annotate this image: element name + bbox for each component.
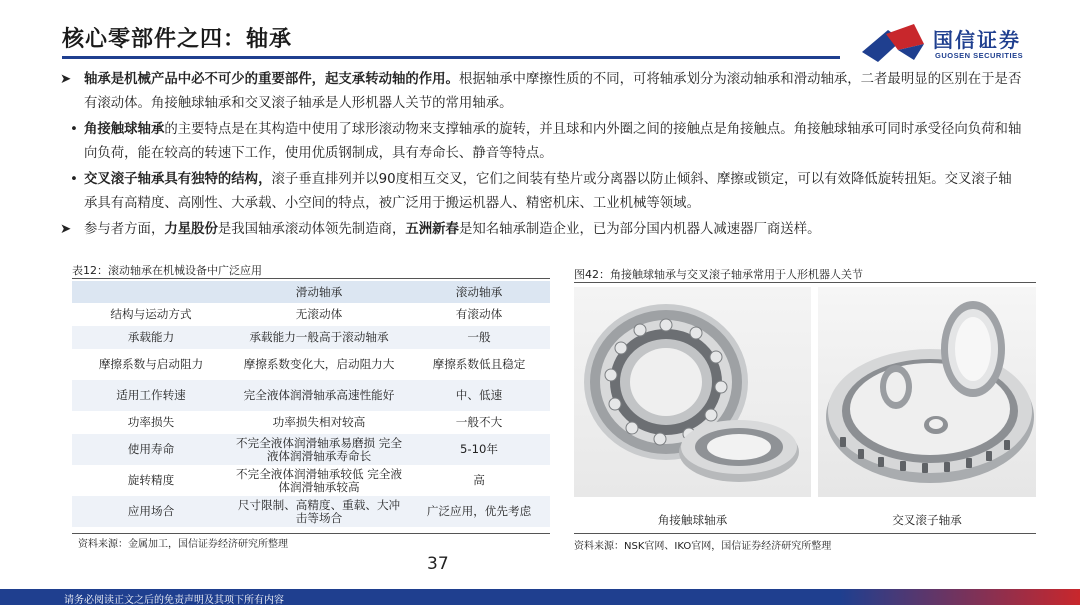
table-cell: 摩擦系数低且稳定 — [432, 357, 526, 371]
company-lixing: 力星股份 — [164, 222, 218, 237]
participants-text-a: 参与者方面， — [84, 222, 165, 237]
angular-bold: 角接触球轴承 — [84, 122, 165, 137]
table-row — [72, 380, 550, 411]
crossed-roller-bearing-illustration — [818, 287, 1036, 497]
table-cell: 摩擦系数与启动阻力 — [98, 357, 204, 371]
table-cell: 不完全液体润滑轴承易磨损 完全液体润滑轴承寿命长 — [236, 435, 402, 463]
table-row — [72, 326, 550, 349]
table-row — [72, 434, 550, 465]
table-row — [72, 465, 550, 496]
table-cell: 无滚动体 — [295, 307, 343, 321]
logo-text: 国信证券 — [933, 28, 1021, 52]
table-cell: 完全液体润滑轴承高速性能好 — [243, 388, 395, 402]
angular-contact-bearing-photo — [574, 287, 811, 497]
table-cell: 有滚动体 — [455, 307, 503, 321]
table-header-cell: 滚动轴承 — [408, 281, 550, 303]
table-cell: 尺寸限制、高精度、重载、大冲击等场合 — [237, 497, 401, 525]
logo-subtitle: GUOSEN SECURITIES — [935, 51, 1024, 60]
table-cell: 摩擦系数变化大，启动阻力大 — [243, 357, 395, 371]
bearing-comparison-table — [72, 281, 550, 527]
crossed-text: 滚子垂直排列并以90度相互交叉，它们之间装有垫片或分离器以防止倾斜、摩擦或锁定，可以有效降低旋转扭矩。交叉滚子轴承具有高精度、高刚性、大承载、小空间的特点，被广泛用于搬运机器人、精密机床、工业机械等领域。 — [84, 172, 1012, 211]
angular-contact-bearing-illustration — [574, 287, 811, 497]
table-caption: 表12：滚动轴承在机械设备中广泛应用 — [72, 264, 262, 277]
figure-caption: 图42：角接触球轴承与交叉滚子轴承常用于人形机器人关节 — [574, 268, 863, 281]
table-cell: 承载能力一般高于滚动轴承 — [249, 330, 389, 344]
table-header-cell — [72, 281, 230, 303]
dot-bullet-icon: • — [70, 122, 78, 137]
intro-bold: 轴承是机械产品中必不可少的重要部件，起支承转动轴的作用。 — [84, 72, 459, 87]
company-wuzhou: 五洲新春 — [405, 222, 459, 237]
figure-top-rule — [574, 282, 1036, 283]
table-header-row — [72, 281, 550, 303]
participants-text-b: 是我国轴承滚动体领先制造商， — [217, 222, 406, 237]
table-cell: 功率损失相对较高 — [272, 415, 366, 429]
label-crossed-roller: 交叉滚子轴承 — [892, 513, 962, 527]
figure-bottom-rule — [574, 533, 1036, 534]
table-cell: 高 — [473, 473, 485, 487]
table-cell: 一般不大 — [455, 415, 503, 429]
arrow-bullet-icon: ➤ — [60, 222, 72, 237]
paragraph-participants — [62, 218, 1022, 242]
footer-accent — [840, 589, 1080, 605]
table-cell: 不完全液体润滑轴承较低 完全液体润滑轴承较高 — [236, 466, 402, 494]
table-cell: 一般 — [467, 330, 491, 344]
table-top-rule — [72, 278, 550, 279]
table-row — [72, 496, 550, 527]
table-cell: 5-10年 — [460, 442, 498, 456]
crossed-roller-bearing-photo — [818, 287, 1036, 497]
paragraph-intro — [62, 68, 1022, 116]
table-cell: 适用工作转速 — [116, 388, 186, 402]
angular-text: 的主要特点是在其构造中使用了球形滚动物来支撑轴承的旋转，并且球和内外圈之间的接触点是角接触点。角接触球轴承可同时承受径向负荷和轴向负荷，能在较高的转速下工作，使用优质钢制成，具有寿命长、静音等特点。 — [84, 122, 1022, 161]
paragraph-angular-contact — [62, 118, 1022, 166]
page-title: 核心零部件之四：轴承 — [62, 27, 293, 52]
table-row — [72, 411, 550, 434]
table-cell: 功率损失 — [127, 415, 175, 429]
table-cell: 应用场合 — [127, 504, 175, 518]
arrow-bullet-icon: ➤ — [60, 72, 72, 87]
intro-text: 根据轴承中摩擦性质的不同，可将轴承划分为滚动轴承和滑动轴承，二者最明显的区别在于是否有滚动体。角接触球轴承和交叉滚子轴承是人形机器人关节的常用轴承。 — [84, 72, 1022, 111]
figure-source: 资料来源：NSK官网、IKO官网，国信证券经济研究所整理 — [574, 541, 832, 552]
table-header-cell: 滑动轴承 — [230, 281, 408, 303]
table-cell: 中、低速 — [455, 388, 503, 402]
table-cell: 广泛应用，优先考虑 — [426, 504, 532, 518]
table-row — [72, 349, 550, 380]
label-angular-contact: 角接触球轴承 — [657, 513, 728, 527]
table-cell: 承载能力 — [127, 330, 175, 344]
crossed-bold: 交叉滚子轴承具有独特的结构， — [84, 172, 272, 187]
footer-disclaimer: 请务必阅读正文之后的免责声明及其项下所有内容 — [64, 595, 284, 606]
footer-bar — [0, 589, 1080, 605]
dot-bullet-icon: • — [70, 172, 78, 187]
table-row — [72, 303, 550, 326]
participants-text-c: 是知名轴承制造企业，已为部分国内机器人减速器厂商送样。 — [458, 222, 821, 237]
table-source: 资料来源：金属加工，国信证券经济研究所整理 — [78, 539, 288, 550]
table-bottom-rule — [72, 533, 550, 534]
table-cell: 旋转精度 — [127, 473, 175, 487]
paragraph-crossed-roller — [62, 168, 1022, 216]
table-cell: 结构与运动方式 — [110, 307, 192, 321]
page-number: 37 — [427, 554, 449, 574]
title-divider — [62, 56, 840, 59]
table-cell: 使用寿命 — [127, 442, 175, 456]
